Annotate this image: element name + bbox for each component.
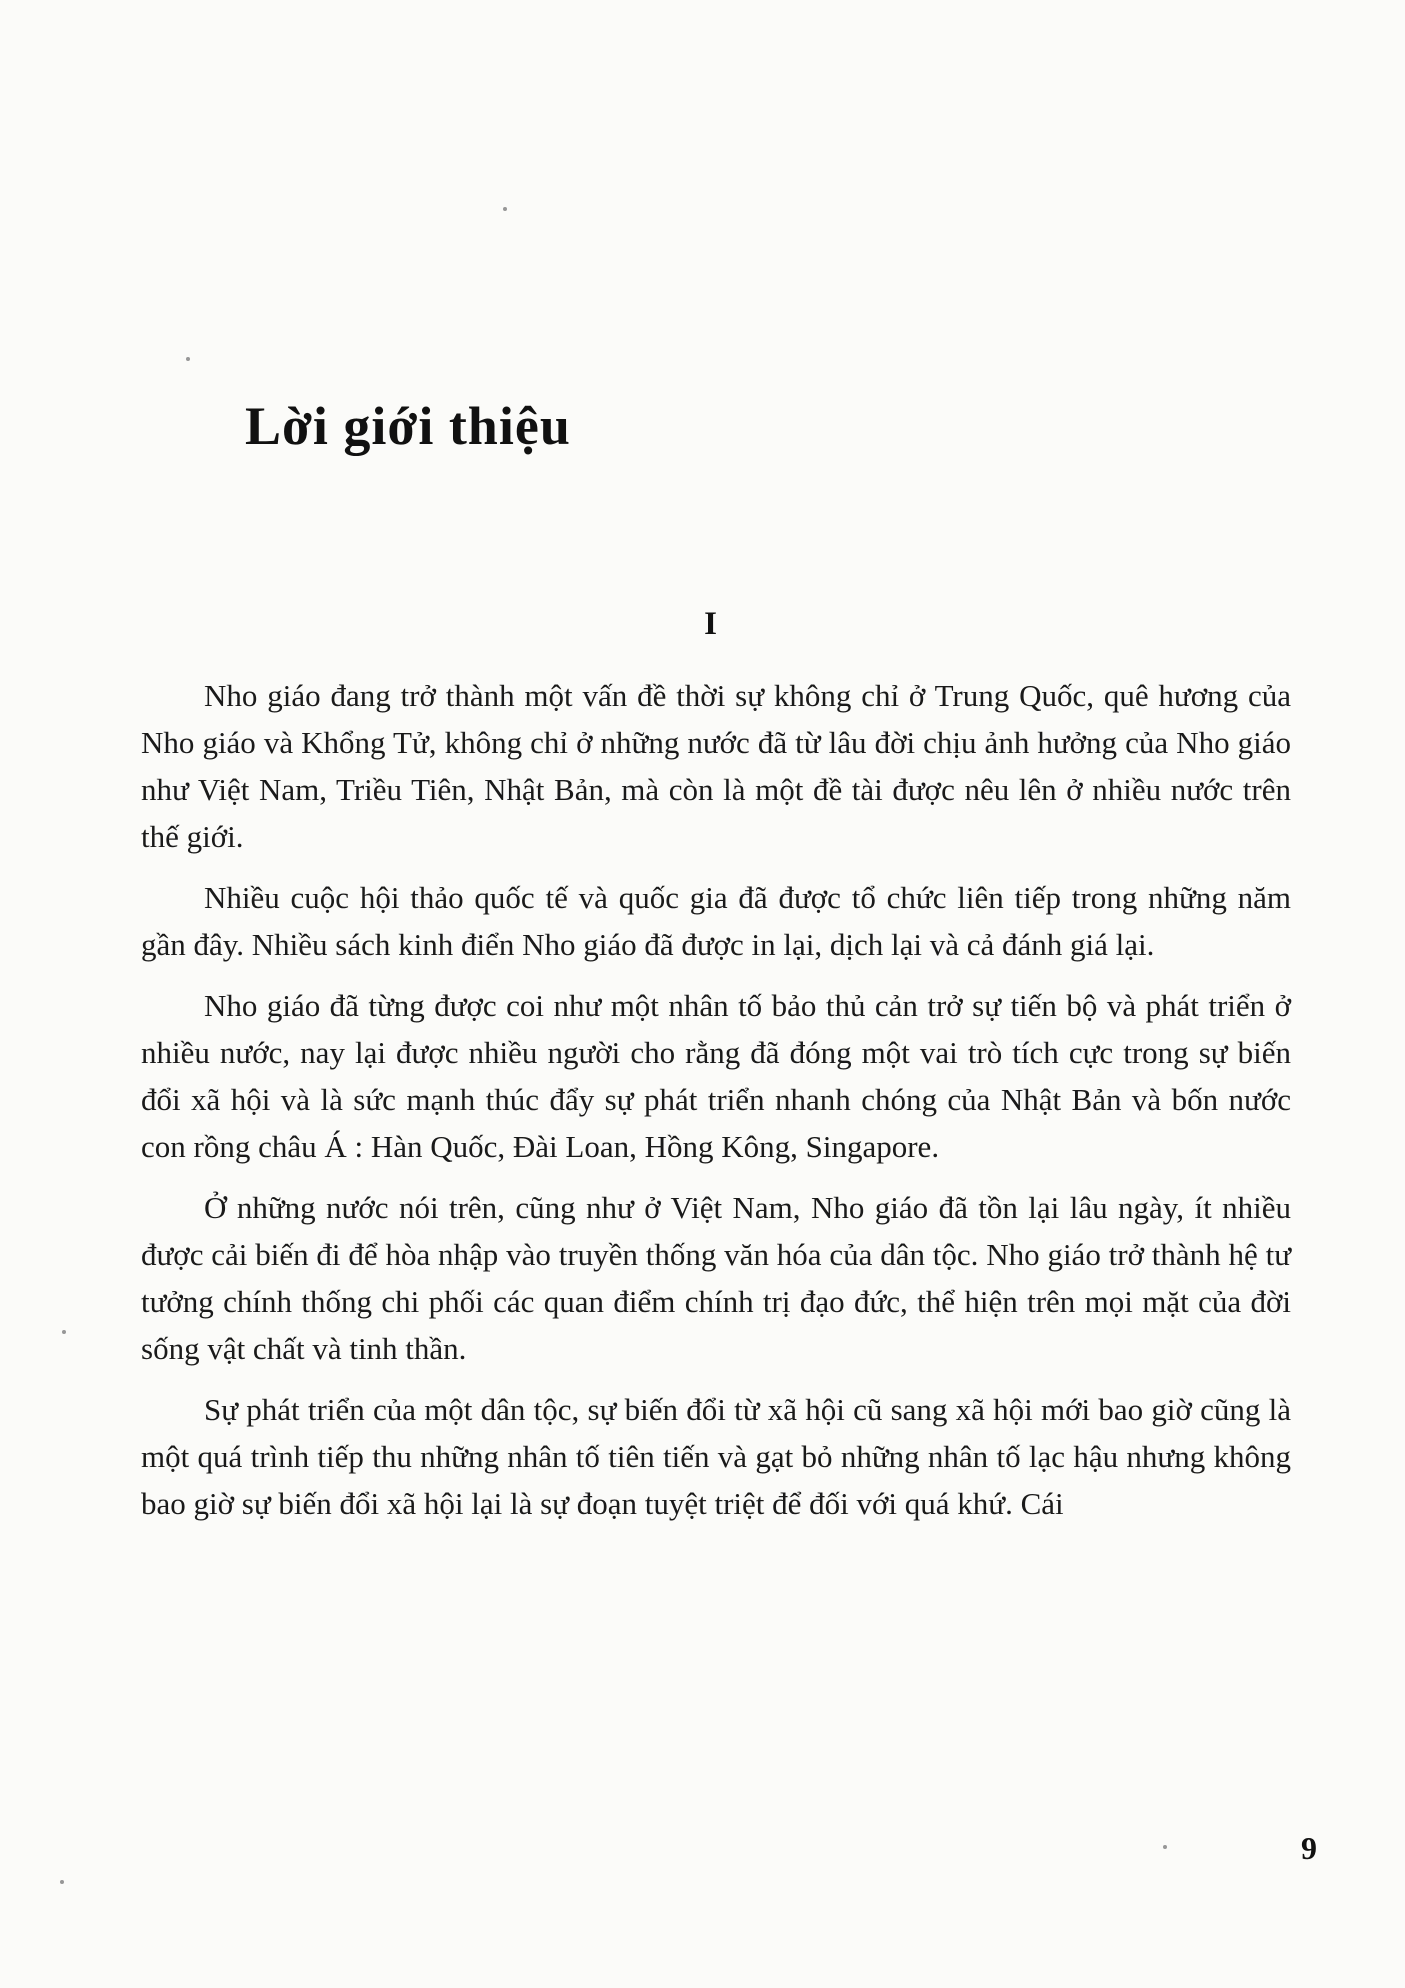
scan-speck: [186, 357, 190, 361]
scan-speck: [1163, 1845, 1167, 1849]
scan-speck: [62, 1330, 66, 1334]
section-numeral: I: [704, 606, 717, 642]
paragraph-3: Nho giáo đã từng được coi như một nhân tố bảo thủ cản trở sự tiến bộ và phát triển ở nhiều nước, nay lại được nhiều người cho rằng đã đóng một vai trò tích cực trong sự biến đổi xã hội và là sức mạnh thúc đẩy sự phát triển nhanh chóng của Nhật Bản và bốn nước con rồng châu Á : Hàn Quốc, Đài Loan, Hồng Kông, Singapore.: [141, 988, 1291, 1164]
body-text: [141, 672, 1291, 1541]
chapter-title: Lời giới thiệu: [245, 396, 571, 456]
page-number: 9: [1301, 1830, 1317, 1866]
paragraph-2: Nhiều cuộc hội thảo quốc tế và quốc gia đã được tổ chức liên tiếp trong những năm gần đây. Nhiều sách kinh điển Nho giáo đã được in lại, dịch lại và cả đánh giá lại.: [141, 880, 1291, 962]
scan-speck: [503, 207, 507, 211]
paragraph-5: Sự phát triển của một dân tộc, sự biến đổi từ xã hội cũ sang xã hội mới bao giờ cũng là một quá trình tiếp thu những nhân tố tiên tiến và gạt bỏ những nhân tố lạc hậu nhưng không bao giờ sự biến đổi xã hội lại là sự đoạn tuyệt triệt để đối với quá khứ. Cái: [141, 1392, 1291, 1521]
scan-speck: [60, 1880, 64, 1884]
paragraph-4: Ở những nước nói trên, cũng như ở Việt Nam, Nho giáo đã tồn lại lâu ngày, ít nhiều được cải biến đi để hòa nhập vào truyền thống văn hóa của dân tộc. Nho giáo trở thành hệ tư tưởng chính thống chi phối các quan điểm chính trị đạo đức, thể hiện trên mọi mặt của đời sống vật chất và tinh thần.: [141, 1190, 1291, 1366]
paragraph-1: Nho giáo đang trở thành một vấn đề thời sự không chỉ ở Trung Quốc, quê hương của Nho giáo và Khổng Tử, không chỉ ở những nước đã từ lâu đời chịu ảnh hưởng của Nho giáo như Việt Nam, Triều Tiên, Nhật Bản, mà còn là một đề tài được nêu lên ở nhiều nước trên thế giới.: [141, 678, 1291, 854]
